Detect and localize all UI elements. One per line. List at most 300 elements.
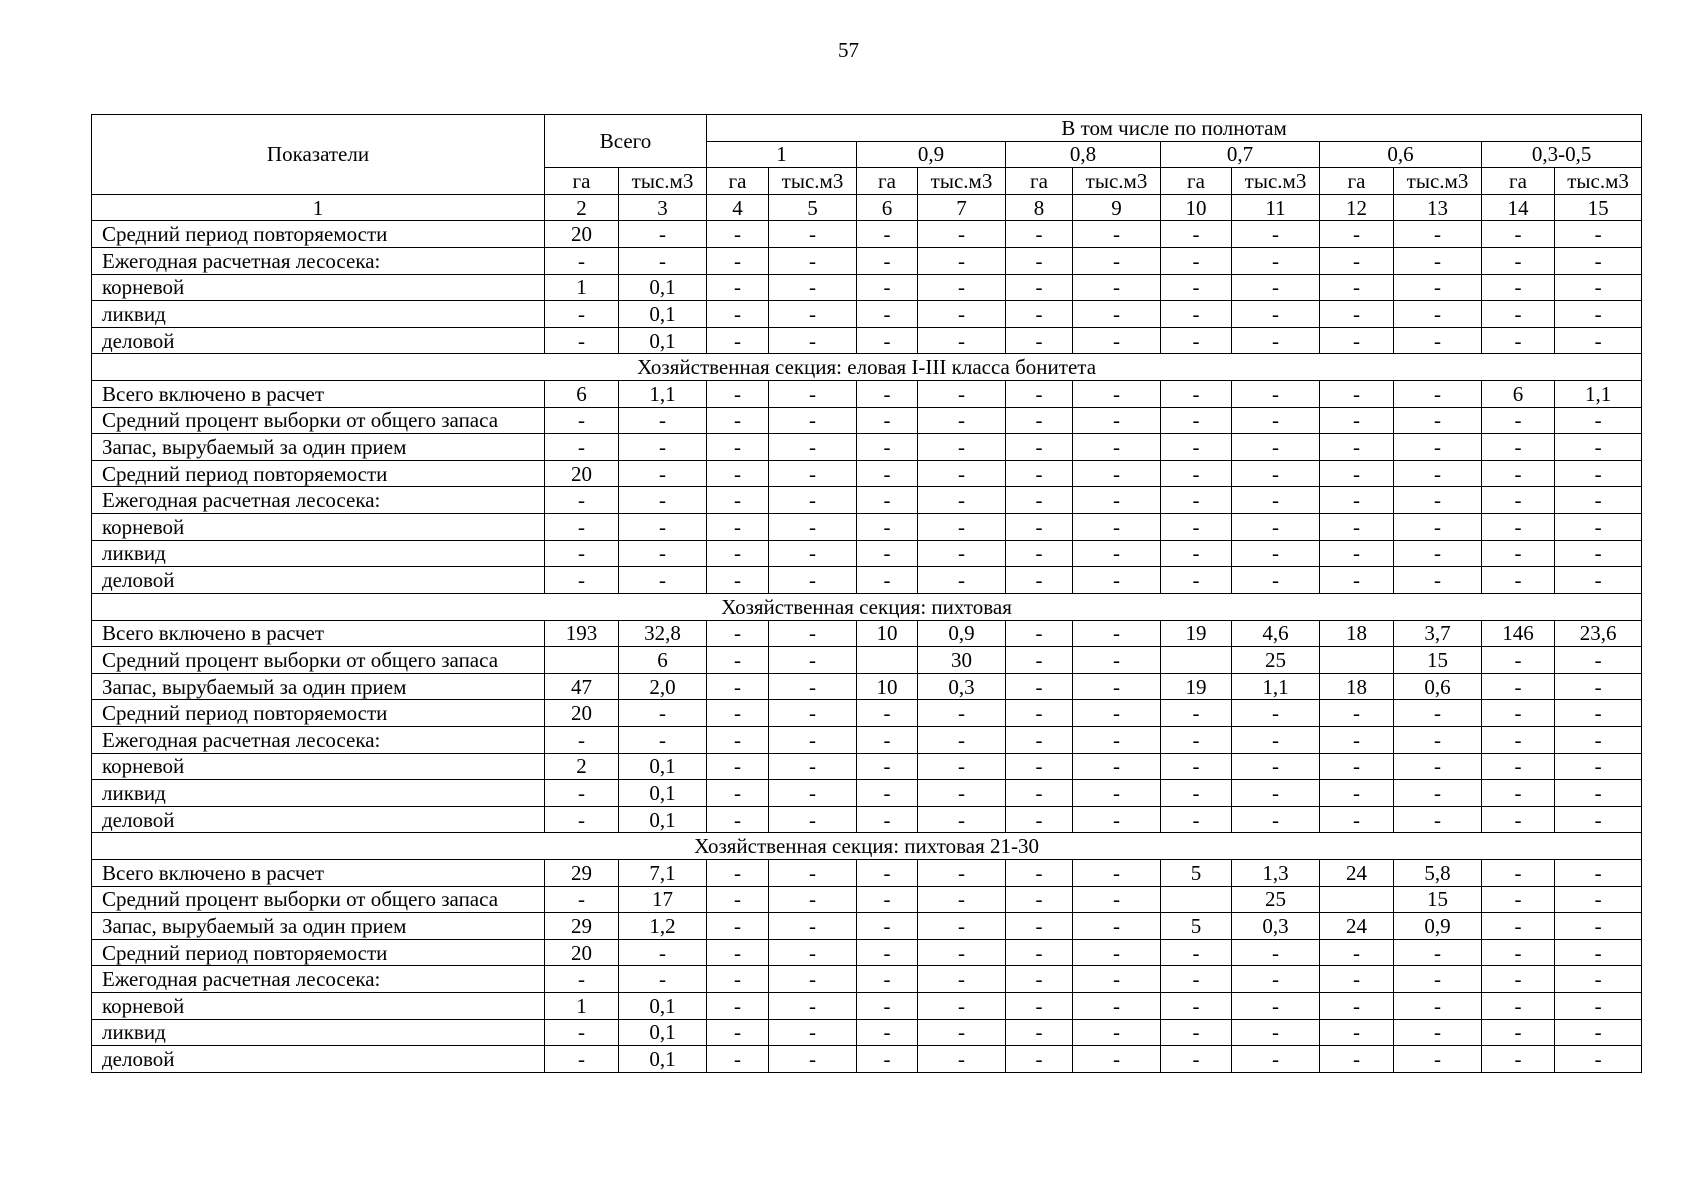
table-cell: - xyxy=(769,939,857,966)
table-cell: - xyxy=(1394,939,1482,966)
table-cell: - xyxy=(1555,327,1642,354)
table-cell: - xyxy=(1006,567,1073,594)
section-header-row xyxy=(92,354,1642,381)
table-cell: - xyxy=(619,567,707,594)
table-cell: - xyxy=(1006,327,1073,354)
table-cell: - xyxy=(857,860,918,887)
header-unit-ha: га xyxy=(1006,168,1073,195)
table-cell: - xyxy=(857,966,918,993)
header-total: Всего xyxy=(545,115,707,168)
table-cell: - xyxy=(1232,327,1320,354)
table-cell: 0,1 xyxy=(619,327,707,354)
table-cell: 18 xyxy=(1320,620,1394,647)
column-number: 10 xyxy=(1161,194,1232,221)
table-cell: - xyxy=(1394,993,1482,1020)
forest-yield-table xyxy=(91,114,1642,1073)
table-cell: - xyxy=(1482,327,1555,354)
table-cell: - xyxy=(918,274,1006,301)
table-cell: - xyxy=(1394,1019,1482,1046)
table-cell: - xyxy=(1394,221,1482,248)
table-cell: - xyxy=(1232,1019,1320,1046)
table-cell: - xyxy=(707,806,769,833)
column-number: 1 xyxy=(92,194,545,221)
header-indicator: Показатели xyxy=(92,115,545,195)
table-cell: - xyxy=(1482,673,1555,700)
table-row xyxy=(92,487,1642,514)
table-cell: - xyxy=(1006,301,1073,328)
table-cell: - xyxy=(1394,753,1482,780)
table-cell: - xyxy=(1482,913,1555,940)
row-label: Средний период повторяемости xyxy=(92,221,545,248)
header-unit-ha: га xyxy=(857,168,918,195)
table-cell: - xyxy=(1232,540,1320,567)
header-unit-ha: га xyxy=(707,168,769,195)
table-cell: - xyxy=(1482,753,1555,780)
table-cell: 193 xyxy=(545,620,619,647)
table-cell: - xyxy=(619,247,707,274)
column-number: 2 xyxy=(545,194,619,221)
table-cell: - xyxy=(769,966,857,993)
table-cell xyxy=(1320,886,1394,913)
table-cell: - xyxy=(1394,487,1482,514)
table-cell: - xyxy=(918,381,1006,408)
table-row xyxy=(92,993,1642,1020)
table-cell: - xyxy=(707,700,769,727)
table-cell: - xyxy=(1482,726,1555,753)
table-cell: - xyxy=(1006,966,1073,993)
table-row xyxy=(92,1019,1642,1046)
table-cell: - xyxy=(1394,966,1482,993)
table-row xyxy=(92,221,1642,248)
table-cell: - xyxy=(619,487,707,514)
column-number: 6 xyxy=(857,194,918,221)
table-cell: 0,1 xyxy=(619,1046,707,1073)
table-cell: - xyxy=(1394,381,1482,408)
table-cell: - xyxy=(1161,700,1232,727)
table-cell: - xyxy=(1073,487,1161,514)
row-label: деловой xyxy=(92,567,545,594)
table-cell: - xyxy=(707,647,769,674)
table-cell: - xyxy=(1232,806,1320,833)
table-cell: 0,9 xyxy=(1394,913,1482,940)
table-cell: - xyxy=(1555,247,1642,274)
table-cell: - xyxy=(1394,700,1482,727)
table-cell: - xyxy=(769,247,857,274)
table-cell: - xyxy=(545,806,619,833)
table-cell: - xyxy=(1073,647,1161,674)
header-unit-ha: га xyxy=(1482,168,1555,195)
table-cell: 29 xyxy=(545,913,619,940)
table-cell: - xyxy=(1482,647,1555,674)
table-cell xyxy=(1161,886,1232,913)
table-row xyxy=(92,247,1642,274)
table-cell: - xyxy=(1161,567,1232,594)
table-cell: - xyxy=(1320,726,1394,753)
table-cell: - xyxy=(1482,460,1555,487)
table-cell: - xyxy=(1006,806,1073,833)
page-number: 57 xyxy=(838,38,859,62)
table-cell: 0,3 xyxy=(1232,913,1320,940)
table-cell: - xyxy=(1232,700,1320,727)
table-cell: - xyxy=(918,567,1006,594)
table-cell: - xyxy=(857,540,918,567)
table-cell: 6 xyxy=(619,647,707,674)
table-cell: - xyxy=(769,620,857,647)
row-label: Всего включено в расчет xyxy=(92,860,545,887)
table-cell: - xyxy=(918,939,1006,966)
table-cell: 20 xyxy=(545,460,619,487)
table-cell: - xyxy=(1006,274,1073,301)
row-label: деловой xyxy=(92,327,545,354)
table-cell: - xyxy=(857,726,918,753)
table-cell: 1,3 xyxy=(1232,860,1320,887)
table-cell: 10 xyxy=(857,673,918,700)
table-cell: - xyxy=(707,247,769,274)
table-cell: 15 xyxy=(1394,647,1482,674)
table-cell: - xyxy=(857,460,918,487)
table-cell xyxy=(545,647,619,674)
table-cell: - xyxy=(1320,434,1394,461)
table-row xyxy=(92,780,1642,807)
table-cell: - xyxy=(707,407,769,434)
table-cell: - xyxy=(857,1046,918,1073)
table-cell: - xyxy=(918,460,1006,487)
table-cell: 0,1 xyxy=(619,274,707,301)
table-cell: - xyxy=(769,913,857,940)
table-cell: - xyxy=(707,274,769,301)
table-cell: - xyxy=(1232,726,1320,753)
table-cell: - xyxy=(1482,939,1555,966)
table-cell: - xyxy=(1161,407,1232,434)
table-cell: - xyxy=(769,327,857,354)
row-label: Средний период повторяемости xyxy=(92,700,545,727)
table-cell: 25 xyxy=(1232,886,1320,913)
table-cell: - xyxy=(545,780,619,807)
table-cell: 7,1 xyxy=(619,860,707,887)
table-cell: 29 xyxy=(545,860,619,887)
table-cell: 6 xyxy=(545,381,619,408)
table-cell: - xyxy=(1320,407,1394,434)
table-cell: - xyxy=(769,726,857,753)
table-cell: - xyxy=(707,780,769,807)
table-cell: - xyxy=(545,966,619,993)
table-cell: 5 xyxy=(1161,860,1232,887)
table-cell: 1 xyxy=(545,274,619,301)
table-row xyxy=(92,700,1642,727)
table-cell: - xyxy=(1555,913,1642,940)
table-cell: - xyxy=(619,514,707,541)
column-number: 9 xyxy=(1073,194,1161,221)
table-cell: - xyxy=(1161,301,1232,328)
table-row xyxy=(92,673,1642,700)
table-row xyxy=(92,567,1642,594)
table-cell: - xyxy=(1073,540,1161,567)
table-cell: - xyxy=(1006,700,1073,727)
table-cell: - xyxy=(545,726,619,753)
table-cell: - xyxy=(1232,221,1320,248)
table-row xyxy=(92,620,1642,647)
header-density: 1 xyxy=(707,141,857,168)
table-cell: 32,8 xyxy=(619,620,707,647)
row-label: Ежегодная расчетная лесосека: xyxy=(92,966,545,993)
table-cell: - xyxy=(1161,780,1232,807)
header-unit-m3: тыс.м3 xyxy=(1073,168,1161,195)
table-cell: - xyxy=(857,913,918,940)
table-cell: 5 xyxy=(1161,913,1232,940)
table-cell: - xyxy=(1555,221,1642,248)
table-cell: - xyxy=(769,1019,857,1046)
table-cell: - xyxy=(1232,274,1320,301)
table-cell: - xyxy=(707,939,769,966)
table-cell: - xyxy=(1555,726,1642,753)
table-cell: - xyxy=(1006,780,1073,807)
column-number: 11 xyxy=(1232,194,1320,221)
table-cell: 1,1 xyxy=(619,381,707,408)
table-cell: 18 xyxy=(1320,673,1394,700)
table-cell: - xyxy=(1482,806,1555,833)
table-cell: - xyxy=(857,700,918,727)
table-cell: - xyxy=(1555,700,1642,727)
table-cell: - xyxy=(545,301,619,328)
table-cell: - xyxy=(1073,753,1161,780)
table-cell: - xyxy=(918,407,1006,434)
table-cell: - xyxy=(1232,753,1320,780)
table-cell: - xyxy=(1555,753,1642,780)
table-cell: - xyxy=(707,993,769,1020)
table-cell: 20 xyxy=(545,939,619,966)
table-cell: - xyxy=(545,247,619,274)
table-cell: - xyxy=(1073,700,1161,727)
table-cell: - xyxy=(857,301,918,328)
header-density: 0,8 xyxy=(1006,141,1161,168)
table-cell: - xyxy=(857,1019,918,1046)
table-cell: - xyxy=(1161,274,1232,301)
table-cell: - xyxy=(769,1046,857,1073)
table-cell: 6 xyxy=(1482,381,1555,408)
table-cell: - xyxy=(1482,434,1555,461)
table-cell: - xyxy=(707,221,769,248)
table-cell: - xyxy=(857,487,918,514)
row-label: Ежегодная расчетная лесосека: xyxy=(92,247,545,274)
table-cell: - xyxy=(918,1046,1006,1073)
table-cell: - xyxy=(1161,993,1232,1020)
table-cell: - xyxy=(1073,620,1161,647)
table-cell: - xyxy=(1006,1019,1073,1046)
header-density: 0,9 xyxy=(857,141,1006,168)
table-cell: - xyxy=(619,221,707,248)
table-cell: - xyxy=(1161,939,1232,966)
table-cell: 0,1 xyxy=(619,1019,707,1046)
table-cell: - xyxy=(1555,567,1642,594)
table-cell: - xyxy=(1555,860,1642,887)
table-cell: - xyxy=(1073,514,1161,541)
table-cell: - xyxy=(1394,726,1482,753)
table-cell: - xyxy=(1320,514,1394,541)
table-cell: - xyxy=(1482,993,1555,1020)
table-cell: - xyxy=(1073,780,1161,807)
table-cell: - xyxy=(707,753,769,780)
table-cell: - xyxy=(1073,221,1161,248)
row-label: ликвид xyxy=(92,1019,545,1046)
table-cell: - xyxy=(769,221,857,248)
table-cell: - xyxy=(769,381,857,408)
table-row xyxy=(92,966,1642,993)
table-row xyxy=(92,753,1642,780)
table-cell: - xyxy=(1320,274,1394,301)
table-cell: - xyxy=(619,460,707,487)
row-label: корневой xyxy=(92,753,545,780)
table-cell: 5,8 xyxy=(1394,860,1482,887)
table-row xyxy=(92,381,1642,408)
table-cell: - xyxy=(707,620,769,647)
table-cell: - xyxy=(1320,1019,1394,1046)
table-cell: - xyxy=(545,327,619,354)
table-cell: - xyxy=(857,274,918,301)
row-label: Средний период повторяемости xyxy=(92,939,545,966)
table-cell: - xyxy=(707,487,769,514)
row-label: Средний процент выборки от общего запаса xyxy=(92,886,545,913)
row-label: ликвид xyxy=(92,780,545,807)
table-cell: - xyxy=(1006,647,1073,674)
table-cell: - xyxy=(1161,514,1232,541)
table-cell: - xyxy=(1555,806,1642,833)
table-cell: - xyxy=(1394,274,1482,301)
header-density-group: В том числе по полнотам xyxy=(707,115,1642,142)
table-cell: - xyxy=(1161,327,1232,354)
table-cell: - xyxy=(1320,247,1394,274)
row-label: Средний период повторяемости xyxy=(92,460,545,487)
table-cell: - xyxy=(707,381,769,408)
table-cell: - xyxy=(1006,1046,1073,1073)
table-cell: - xyxy=(1394,806,1482,833)
column-number: 5 xyxy=(769,194,857,221)
table-cell: - xyxy=(1320,1046,1394,1073)
table-cell: - xyxy=(1320,753,1394,780)
table-row xyxy=(92,1046,1642,1073)
table-cell: - xyxy=(1161,487,1232,514)
table-row xyxy=(92,726,1642,753)
row-label: Средний процент выборки от общего запаса xyxy=(92,407,545,434)
table-cell: - xyxy=(1320,993,1394,1020)
table-row xyxy=(92,407,1642,434)
table-cell: - xyxy=(1073,247,1161,274)
table-cell: - xyxy=(1232,301,1320,328)
table-cell: - xyxy=(918,753,1006,780)
header-density: 0,6 xyxy=(1320,141,1482,168)
table-cell: - xyxy=(1482,247,1555,274)
table-cell: - xyxy=(1555,434,1642,461)
table-cell: - xyxy=(1555,939,1642,966)
table-cell: - xyxy=(857,221,918,248)
table-cell: - xyxy=(1006,540,1073,567)
table-cell: - xyxy=(1320,780,1394,807)
table-cell: - xyxy=(1006,886,1073,913)
column-number: 4 xyxy=(707,194,769,221)
header-unit-ha: га xyxy=(1320,168,1394,195)
table-cell: - xyxy=(545,487,619,514)
header-density: 0,7 xyxy=(1161,141,1320,168)
table-cell: - xyxy=(707,860,769,887)
table-cell: 0,1 xyxy=(619,780,707,807)
table-row xyxy=(92,274,1642,301)
table-cell: - xyxy=(1482,1019,1555,1046)
table-cell: - xyxy=(545,567,619,594)
table-cell: 0,1 xyxy=(619,993,707,1020)
table-cell: - xyxy=(1232,780,1320,807)
table-cell: - xyxy=(918,540,1006,567)
table-cell: - xyxy=(918,726,1006,753)
column-number: 14 xyxy=(1482,194,1555,221)
table-cell: - xyxy=(1555,460,1642,487)
table-cell: - xyxy=(1482,1046,1555,1073)
table-cell: - xyxy=(1161,460,1232,487)
header-unit-m3: тыс.м3 xyxy=(619,168,707,195)
table-cell: - xyxy=(1394,460,1482,487)
table-cell: - xyxy=(545,434,619,461)
table-cell: - xyxy=(857,381,918,408)
table-cell: - xyxy=(769,753,857,780)
table-cell: 4,6 xyxy=(1232,620,1320,647)
table-cell: - xyxy=(857,327,918,354)
table-cell xyxy=(1320,647,1394,674)
table-cell: - xyxy=(1482,301,1555,328)
table-cell: - xyxy=(1394,540,1482,567)
table-cell: - xyxy=(1161,753,1232,780)
table-cell: - xyxy=(857,993,918,1020)
table-cell: - xyxy=(1161,221,1232,248)
table-cell: - xyxy=(1232,567,1320,594)
table-header xyxy=(92,115,1642,221)
table-cell: - xyxy=(707,726,769,753)
table-cell: - xyxy=(769,567,857,594)
table-cell: - xyxy=(1006,939,1073,966)
table-cell: - xyxy=(619,939,707,966)
table-cell: - xyxy=(1232,381,1320,408)
table-cell: - xyxy=(707,460,769,487)
table-cell: - xyxy=(857,780,918,807)
table-cell: - xyxy=(545,1046,619,1073)
table-cell: - xyxy=(1073,886,1161,913)
table-cell: - xyxy=(1482,780,1555,807)
table-cell xyxy=(857,647,918,674)
table-cell: - xyxy=(545,886,619,913)
table-cell: - xyxy=(1073,939,1161,966)
table-cell: - xyxy=(1073,966,1161,993)
table-row xyxy=(92,939,1642,966)
table-cell: - xyxy=(1482,966,1555,993)
table-cell: - xyxy=(1482,487,1555,514)
table-cell: - xyxy=(1555,966,1642,993)
table-cell: - xyxy=(1073,327,1161,354)
table-cell: - xyxy=(1006,487,1073,514)
table-cell: - xyxy=(1232,1046,1320,1073)
table-cell: - xyxy=(1006,434,1073,461)
table-cell: - xyxy=(918,860,1006,887)
table-cell: - xyxy=(1161,1019,1232,1046)
table-cell: - xyxy=(1320,540,1394,567)
table-cell: 146 xyxy=(1482,620,1555,647)
table-cell: - xyxy=(619,540,707,567)
section-title: Хозяйственная секция: пихтовая xyxy=(92,593,1642,620)
table-cell: - xyxy=(918,886,1006,913)
table-cell: - xyxy=(1555,274,1642,301)
table-cell: - xyxy=(1073,860,1161,887)
table-cell: - xyxy=(769,673,857,700)
table-row xyxy=(92,806,1642,833)
table-cell: - xyxy=(1555,886,1642,913)
section-header-row xyxy=(92,593,1642,620)
table-cell: - xyxy=(707,514,769,541)
